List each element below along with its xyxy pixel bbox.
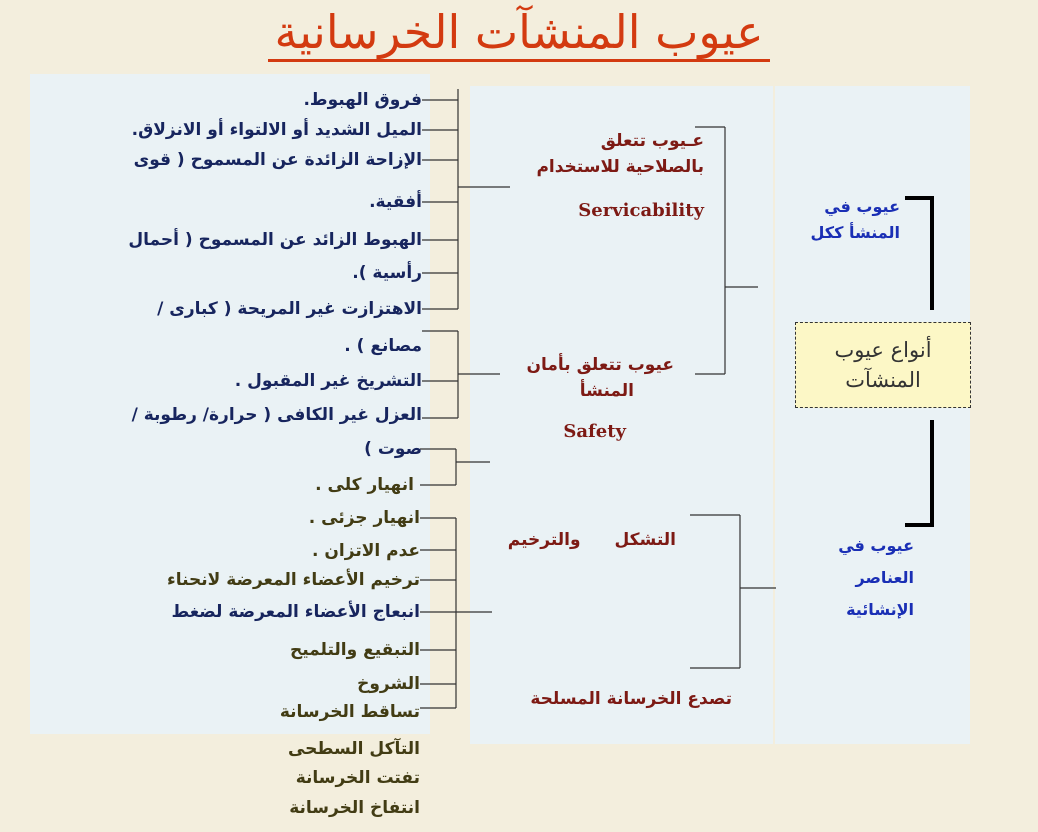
safety-line1: عيوب تتعلق بأمان — [526, 355, 674, 375]
defect-item: الإزاحة الزائدة عن المسموح ( قوى — [133, 150, 422, 170]
title-text: عيوب المنشآت الخرسانية — [268, 5, 769, 62]
defect-item: تساقط الخرسانة — [279, 702, 420, 722]
defect-types-box — [795, 322, 971, 408]
safety-line2: المنشأ — [579, 381, 634, 401]
defect-item: مصانع ) . — [344, 336, 422, 356]
structure-whole-category — [811, 194, 901, 246]
serviceability-line1: عـيوب تتعلق — [600, 131, 704, 151]
serviceability-english: Servicability — [578, 200, 704, 221]
defect-item: التبقيع والتلميح — [289, 640, 420, 660]
safety-english: Safety — [563, 421, 626, 442]
defect-item: عدم الاتزان . — [312, 541, 420, 561]
structure-whole-line1: عيوب في — [824, 197, 900, 216]
defect-item: انهيار جزئى . — [308, 508, 420, 528]
serviceability-category — [536, 128, 704, 180]
structure-whole-line2: المنشأ ككل — [810, 223, 900, 242]
structural-elements-line1: عيوب في — [838, 536, 914, 555]
defect-item: تفتت الخرسانة — [295, 768, 420, 788]
defect-item: التشريخ غير المقبول . — [234, 371, 422, 391]
defect-item: الشروخ — [357, 674, 420, 694]
serviceability-line2: بالصلاحية للاستخدام — [536, 157, 704, 177]
defect-item: الاهتزازت غير المريحة ( كبارى / — [157, 299, 422, 319]
center-box-line2: المنشآت — [845, 368, 921, 392]
structural-elements-line3: الإنشائية — [846, 600, 914, 619]
defect-item: أفقية. — [369, 192, 422, 212]
defect-item: صوت ) — [364, 439, 422, 459]
structural-elements-category — [838, 533, 914, 623]
defect-item: انبعاج الأعضاء المعرضة لضغط — [171, 602, 420, 622]
structural-elements-line2: العناصر — [855, 568, 914, 587]
safety-category — [527, 352, 675, 404]
defect-item: الهبوط الزائد عن المسموح ( أحمال — [128, 230, 422, 250]
deformation-category: التشكل والترخيم — [507, 530, 676, 550]
defect-item: انهيار كلى . — [315, 475, 414, 495]
center-box-line1: أنواع عيوب — [834, 338, 932, 362]
defect-item: فروق الهبوط. — [303, 90, 422, 110]
defect-item: العزل غير الكافى ( حرارة/ رطوبة / — [131, 405, 422, 425]
defect-item: الميل الشديد أو الالتواء أو الانزلاق. — [131, 120, 422, 140]
defect-item: ترخيم الأعضاء المعرضة لانحناء — [167, 570, 420, 590]
defect-item: التآكل السطحى — [287, 739, 420, 759]
defect-item: انتفاخ الخرسانة — [289, 798, 420, 818]
defect-item: رأسية ). — [352, 263, 422, 283]
cracking-category: تصدع الخرسانة المسلحة — [530, 689, 732, 709]
